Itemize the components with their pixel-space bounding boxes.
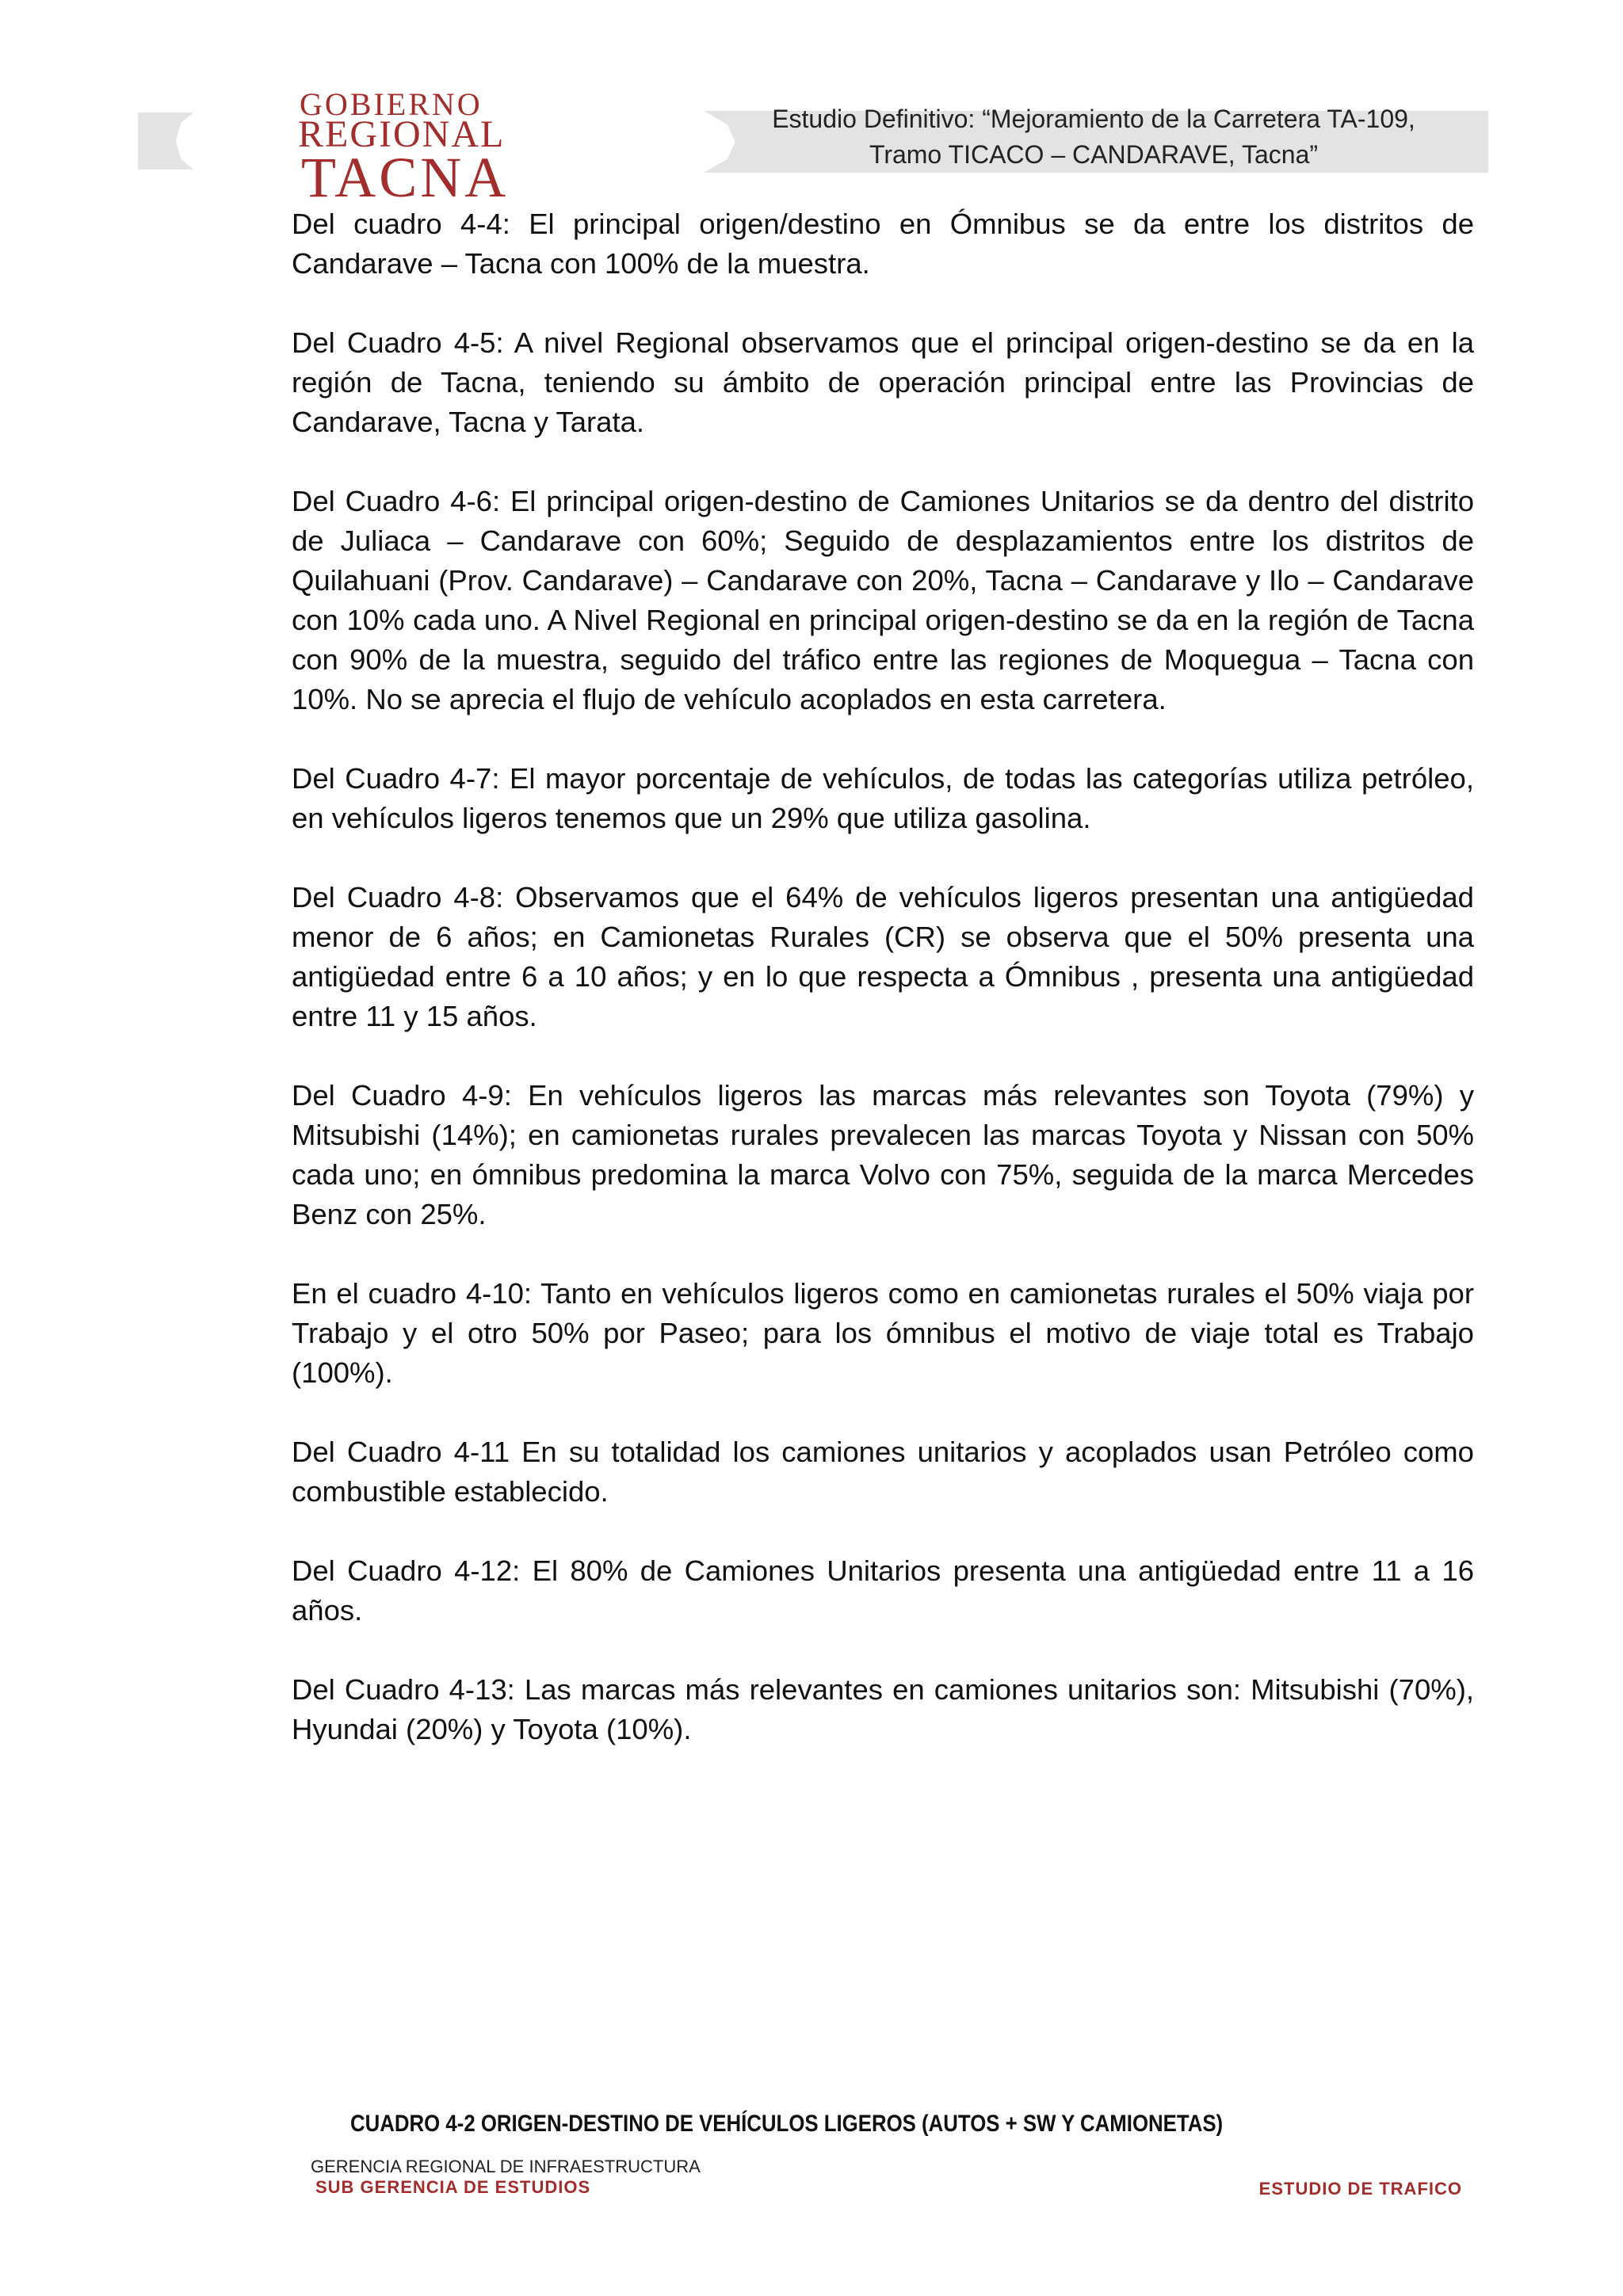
table-caption: CUADRO 4-2 ORIGEN-DESTINO DE VEHÍCULOS LIGEROS (AUTOS + SW Y CAMIONETAS) <box>350 2111 1224 2137</box>
study-title-line-1: Estudio Definitivo: “Mejoramiento de la Carretera TA-109, <box>772 105 1415 133</box>
header-left-decoration <box>138 113 193 170</box>
logo-line-regional: REGIONAL <box>298 113 506 155</box>
paragraph-cuadro-4-5: Del Cuadro 4-5: A nivel Regional observamos que el principal origen-destino se da en la región de Tacna, teniendo su ámbito de operación principal entre las Provincias de Candarave, Tacna y Tarata. <box>292 326 1474 438</box>
document-body <box>292 204 1474 1789</box>
paragraph-cuadro-4-8: Del Cuadro 4-8: Observamos que el 64% de vehículos ligeros presentan una antigüedad menor de 6 años; en Camionetas Rurales (CR) se observa que el 50% presenta una antigüedad entre 6 a 10 años; y en lo que respecta a Ómnibus , presenta una antigüedad entre 11 y 15 años. <box>292 881 1474 1032</box>
paragraph-cuadro-4-6: Del Cuadro 4-6: El principal origen-destino de Camiones Unitarios se da dentro del distrito de Juliaca – Candarave con 60%; Seguido de desplazamientos entre los distritos de Quilahuani (Prov. Candarave) – Candarave con 20%, Tacna – Candarave y Ilo – Candarave con 10% cada uno. A Nivel Regional en principal origen-destino se da en la región de Tacna con 90% de la muestra, seguido del tráfico entre las regiones de Moquegua – Tacna con 10%. No se aprecia el flujo de vehículo acoplados en esta carretera. <box>292 485 1474 715</box>
footer-organization: GERENCIA REGIONAL DE INFRAESTRUCTURA <box>311 2157 701 2176</box>
logo-line-gobierno: GOBIERNO <box>300 86 483 122</box>
paragraph-cuadro-4-12: Del Cuadro 4-12: El 80% de Camiones Unitarios presenta una antigüedad entre 11 a 16 años. <box>292 1554 1474 1627</box>
footer-sub-gerencia: SUB GERENCIA DE ESTUDIOS <box>315 2177 591 2197</box>
paragraph-cuadro-4-7: Del Cuadro 4-7: El mayor porcentaje de vehículos, de todas las categorías utiliza petróleo, en vehículos ligeros tenemos que un 29% que utiliza gasolina. <box>292 762 1474 834</box>
paragraph-cuadro-4-11: Del Cuadro 4-11 En su totalidad los camiones unitarios y acoplados usan Petróleo como combustible establecido. <box>292 1436 1474 1508</box>
study-title <box>713 101 1474 173</box>
study-title-line-2: Tramo TICACO – CANDARAVE, Tacna” <box>869 140 1319 169</box>
paragraph-cuadro-4-9: Del Cuadro 4-9: En vehículos ligeros las marcas más relevantes son Toyota (79%) y Mitsubishi (14%); en camionetas rurales prevalecen las marcas Toyota y Nissan con 50% cada uno; en ómnibus predomina la marca Volvo con 75%, seguida de la marca Mercedes Benz con 25%. <box>292 1079 1474 1230</box>
paragraph-cuadro-4-10: En el cuadro 4-10: Tanto en vehículos ligeros como en camionetas rurales el 50% viaja por Trabajo y el otro 50% por Paseo; para los ómnibus el motivo de viaje total es Trabajo (100%). <box>292 1277 1474 1389</box>
paragraph-cuadro-4-13: Del Cuadro 4-13: Las marcas más relevantes en camiones unitarios son: Mitsubishi (70%), Hyundai (20%) y Toyota (10%). <box>292 1673 1474 1745</box>
footer-section-label: ESTUDIO DE TRAFICO <box>1258 2179 1462 2199</box>
logo-line-tacna: TACNA <box>301 146 510 209</box>
paragraph-cuadro-4-4: Del cuadro 4-4: El principal origen/destino en Ómnibus se da entre los distritos de Candarave – Tacna con 100% de la muestra. <box>292 208 1474 280</box>
